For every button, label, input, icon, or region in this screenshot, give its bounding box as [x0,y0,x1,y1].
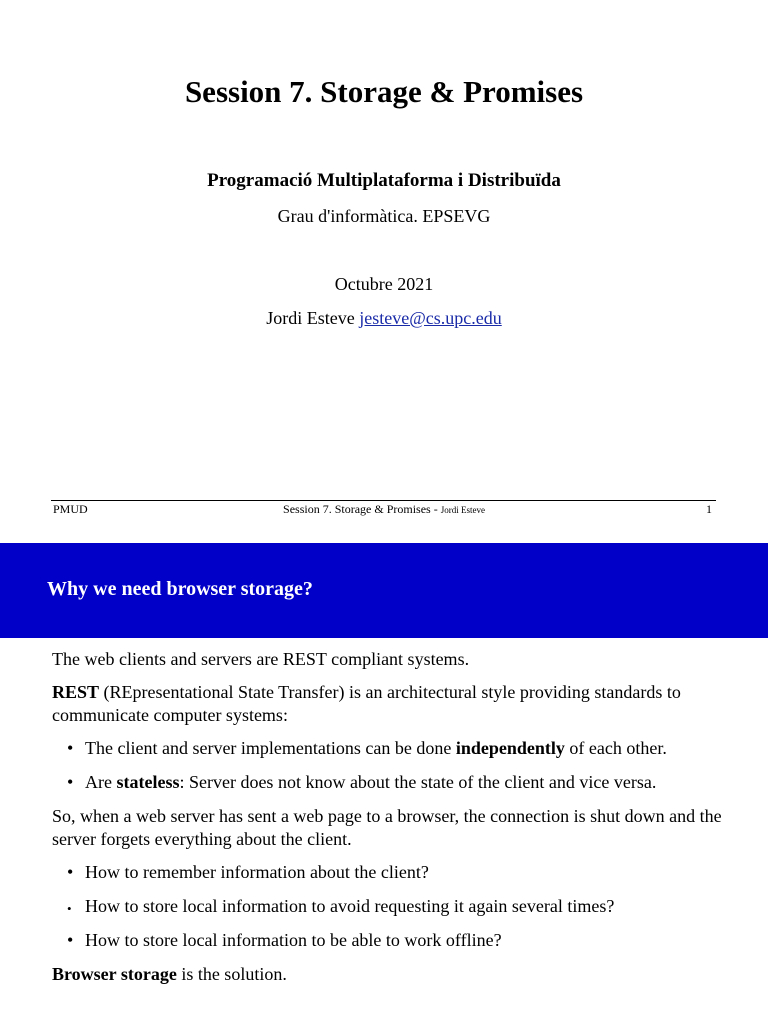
section-banner [0,543,768,638]
degree-line: Grau d'informàtica. EPSEVG [277,206,491,226]
footer-title [0,502,768,517]
list-item: • The client and server implementations can be done independently of each other. [67,738,667,758]
bullet-icon: • [67,901,72,916]
list-item: • How to remember information about the client? [67,862,429,882]
section-heading: Why we need browser storage? [47,578,313,600]
course-name: Programació Multiplataforma i Distribuïda [207,170,561,191]
list-item: • How to store local information to avoid requesting it again several times? [52,895,742,918]
author-line [0,306,768,330]
questions-list [52,861,742,952]
bullet-icon: • [67,862,74,882]
date-line: Octubre 2021 [334,274,434,294]
list-item: • How to store local information to be able to work offline? [67,930,502,950]
author-name: Jordi Esteve [266,308,355,328]
footer-session-title: Session 7. Storage & Promises - [283,502,441,516]
browser-storage-term: Browser storage [52,964,177,984]
paragraph-rest-definition [52,681,742,727]
page-number: 1 [706,502,712,516]
list-item: • Are stateless: Server does not know about the state of the client and vice versa. [67,772,657,792]
paragraph-rest-systems: The web clients and servers are REST compliant systems. [52,649,470,669]
footer-course-code: PMUD [53,502,88,516]
author-email-link[interactable]: jesteve@cs.upc.edu [359,308,502,328]
rest-properties-list [52,737,742,794]
slide-body [52,648,742,996]
paragraph-solution: Browser storage is the solution. [52,964,287,984]
rest-term: REST [52,682,100,702]
slide-title: Session 7. Storage & Promises [184,74,584,109]
bullet-icon: • [67,738,74,758]
footer-author: Jordi Esteve [440,505,485,515]
paragraph-connection: So, when a web server has sent a web page to a browser, the connection is shut down and the server forgets everything about the client. [52,806,722,849]
rest-description: (REpresentational State Transfer) is an architectural style providing standards to communicate computer systems: [52,682,681,725]
bullet-icon: • [67,772,74,792]
bullet-icon: • [67,930,74,950]
footer-divider [51,500,716,501]
